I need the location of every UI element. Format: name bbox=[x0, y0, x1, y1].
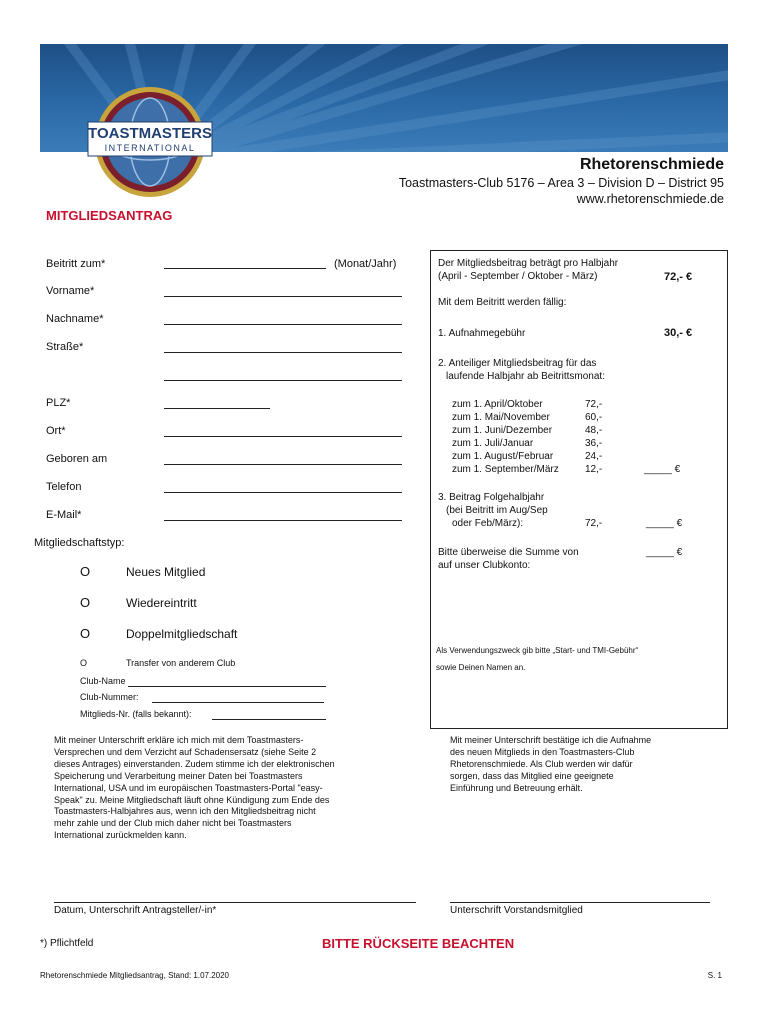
club-info: Toastmasters-Club 5176 – Area 3 – Division D – District 95 bbox=[398, 176, 724, 190]
fee-item3-line1: 3. Beitrag Folgehalbjahr bbox=[438, 492, 545, 503]
prorata-value-4: 24,- bbox=[585, 451, 603, 462]
applicant-line-2: dieses Antrages) einverstanden. Zudem stimme ich der elektronischen bbox=[54, 758, 335, 769]
radio-doppel[interactable]: O bbox=[80, 626, 91, 641]
club-line-4: Einführung und Betreuung erhält. bbox=[450, 782, 583, 793]
applicant-line-8: International zurückmelden kann. bbox=[54, 830, 187, 841]
applicant-line-4: International, USA und im europäischen Toastmasters-Portal "easy- bbox=[54, 782, 323, 793]
prorata-label-5: zum 1. September/März bbox=[452, 464, 559, 475]
fee-due-label: Mit dem Beitritt werden fällig: bbox=[438, 297, 567, 308]
club-name: Rhetorenschmiede bbox=[579, 156, 724, 173]
signature-line-applicant[interactable] bbox=[54, 902, 416, 903]
fee-transfer-line2: auf unser Clubkonto: bbox=[438, 560, 531, 571]
label-beitritt: Beitritt zum* bbox=[46, 258, 106, 270]
fee-item3-line2: (bei Beitritt im Aug/Sep bbox=[446, 505, 548, 516]
applicant-declaration bbox=[54, 735, 424, 842]
option-wieder-label: Wiedereintritt bbox=[126, 596, 197, 610]
input-mitglieds-nr[interactable] bbox=[212, 719, 326, 720]
fee-transfer-line1: Bitte überweise die Summe von bbox=[438, 547, 579, 558]
prorata-label-0: zum 1. April/Oktober bbox=[452, 399, 543, 410]
prorata-value-0: 72,- bbox=[585, 399, 603, 410]
form-title: MITGLIEDSANTRAG bbox=[46, 208, 173, 223]
label-membership-type: Mitgliedschaftstyp: bbox=[34, 537, 125, 549]
fee-purpose-line2: sowie Deinen Namen an. bbox=[436, 663, 526, 672]
input-email[interactable] bbox=[164, 520, 402, 521]
applicant-line-7: mehr zahle und der Club mich daher nicht bei Toastmasters bbox=[54, 818, 292, 829]
fee-item3-value: 72,- bbox=[585, 518, 603, 529]
club-line-2: Rhetorenschmiede. Als Club werden wir dafür bbox=[450, 758, 633, 769]
prorata-sum-field[interactable]: _____ € bbox=[644, 464, 681, 475]
prorata-value-2: 48,- bbox=[585, 425, 603, 436]
option-doppel-label: Doppelmitgliedschaft bbox=[126, 627, 238, 641]
input-plz[interactable] bbox=[164, 408, 270, 409]
prorata-value-1: 60,- bbox=[585, 412, 603, 423]
club-line-1: des neuen Mitglieds in den Toastmasters-Club bbox=[450, 746, 635, 757]
input-telefon[interactable] bbox=[164, 492, 402, 493]
label-vorname: Vorname* bbox=[46, 285, 95, 297]
input-club-name[interactable] bbox=[128, 686, 326, 687]
logo-text-top: TOASTMASTERS bbox=[88, 125, 212, 142]
signature-label-board: Unterschrift Vorstandsmitglied bbox=[450, 905, 583, 916]
radio-transfer[interactable]: O bbox=[80, 658, 88, 668]
applicant-line-5: Speak" zu. Meine Mitgliedschaft läuft ohne Kündigung zum Ende des bbox=[54, 794, 330, 805]
toastmasters-logo bbox=[86, 86, 214, 203]
prorata-label-4: zum 1. August/Februar bbox=[452, 451, 554, 462]
label-club-name: Club-Name bbox=[80, 676, 126, 686]
input-nachname[interactable] bbox=[164, 324, 402, 325]
fee-total-field[interactable]: _____ € bbox=[646, 547, 683, 558]
club-line-3: sorgen, dass das Mitglied eine geeignete bbox=[450, 770, 614, 781]
label-club-nummer: Club-Nummer: bbox=[80, 692, 139, 702]
applicant-line-0: Mit meiner Unterschrift erkläre ich mich mit dem Toastmasters- bbox=[54, 735, 304, 745]
label-nachname: Nachname* bbox=[46, 313, 104, 325]
fee-item2-line1: 2. Anteiliger Mitgliedsbeitrag für das bbox=[438, 358, 597, 369]
option-neu-label: Neues Mitglied bbox=[126, 565, 206, 579]
prorata-label-2: zum 1. Juni/Dezember bbox=[452, 425, 553, 436]
input-beitritt[interactable] bbox=[164, 268, 326, 269]
club-line-0: Mit meiner Unterschrift bestätige ich die Aufnahme bbox=[450, 735, 652, 745]
input-club-nummer[interactable] bbox=[152, 702, 324, 703]
fee-item3-sum-field[interactable]: _____ € bbox=[646, 518, 683, 529]
signature-line-board[interactable] bbox=[450, 902, 710, 903]
fee-box bbox=[430, 250, 728, 729]
prorata-label-3: zum 1. Juli/Januar bbox=[452, 438, 534, 449]
club-declaration bbox=[450, 735, 720, 795]
input-strasse[interactable] bbox=[164, 352, 402, 353]
fee-intro-2: (April - September / Oktober - März) bbox=[438, 271, 598, 282]
fee-item3-line3: oder Feb/März): bbox=[452, 518, 524, 529]
applicant-line-3: Speicherung und Verarbeitung meiner Daten bei Toastmasters bbox=[54, 770, 303, 781]
logo-text-bottom: INTERNATIONAL bbox=[104, 143, 196, 153]
fee-purpose-line1: Als Verwendungszweck gib bitte „Start- und TMI-Gebühr“ bbox=[436, 646, 639, 655]
input-vorname[interactable] bbox=[164, 296, 402, 297]
radio-neu[interactable]: O bbox=[80, 564, 91, 579]
label-mitglieds-nr: Mitglieds-Nr. (falls bekannt): bbox=[80, 709, 192, 719]
prorata-value-5: 12,- bbox=[585, 464, 603, 475]
fee-semester-amount: 72,- € bbox=[664, 271, 693, 283]
option-transfer-label: Transfer von anderem Club bbox=[126, 658, 236, 668]
see-back-notice: BITTE RÜCKSEITE BEACHTEN bbox=[322, 936, 515, 951]
fee-item1-value: 30,- € bbox=[664, 327, 693, 339]
page-number: S. 1 bbox=[707, 971, 722, 980]
input-ort[interactable] bbox=[164, 436, 402, 437]
applicant-line-6: Toastmasters-Halbjahres aus, wenn ich den Mitgliedsbeitrag nicht bbox=[54, 806, 316, 817]
signature-label-applicant: Datum, Unterschrift Antragsteller/-in* bbox=[54, 905, 217, 916]
doc-info: Rhetorenschmiede Mitgliedsantrag, Stand: 1.07.2020 bbox=[40, 971, 230, 980]
label-strasse: Straße* bbox=[46, 341, 84, 353]
fee-item2-line2: laufende Halbjahr ab Beitrittsmonat: bbox=[446, 371, 605, 382]
label-ort: Ort* bbox=[46, 425, 66, 437]
input-geboren[interactable] bbox=[164, 464, 402, 465]
label-plz: PLZ* bbox=[46, 397, 71, 409]
label-beitritt-suffix: (Monat/Jahr) bbox=[334, 258, 397, 270]
label-email: E-Mail* bbox=[46, 509, 82, 521]
fee-intro-1: Der Mitgliedsbeitrag beträgt pro Halbjahr bbox=[438, 258, 619, 269]
prorata-label-1: zum 1. Mai/November bbox=[452, 412, 550, 423]
prorata-value-3: 36,- bbox=[585, 438, 603, 449]
radio-wieder[interactable]: O bbox=[80, 595, 91, 610]
applicant-line-1: Versprechen und dem Verzicht auf Schadensersatz (siehe Seite 2 bbox=[54, 746, 317, 757]
club-website[interactable]: www.rhetorenschmiede.de bbox=[576, 192, 724, 206]
label-telefon: Telefon bbox=[46, 481, 82, 493]
input-strasse-2[interactable] bbox=[164, 380, 402, 381]
fee-item1-label: 1. Aufnahmegebühr bbox=[438, 328, 526, 339]
label-geboren: Geboren am bbox=[46, 453, 108, 465]
required-note: *) Pflichtfeld bbox=[40, 938, 94, 949]
